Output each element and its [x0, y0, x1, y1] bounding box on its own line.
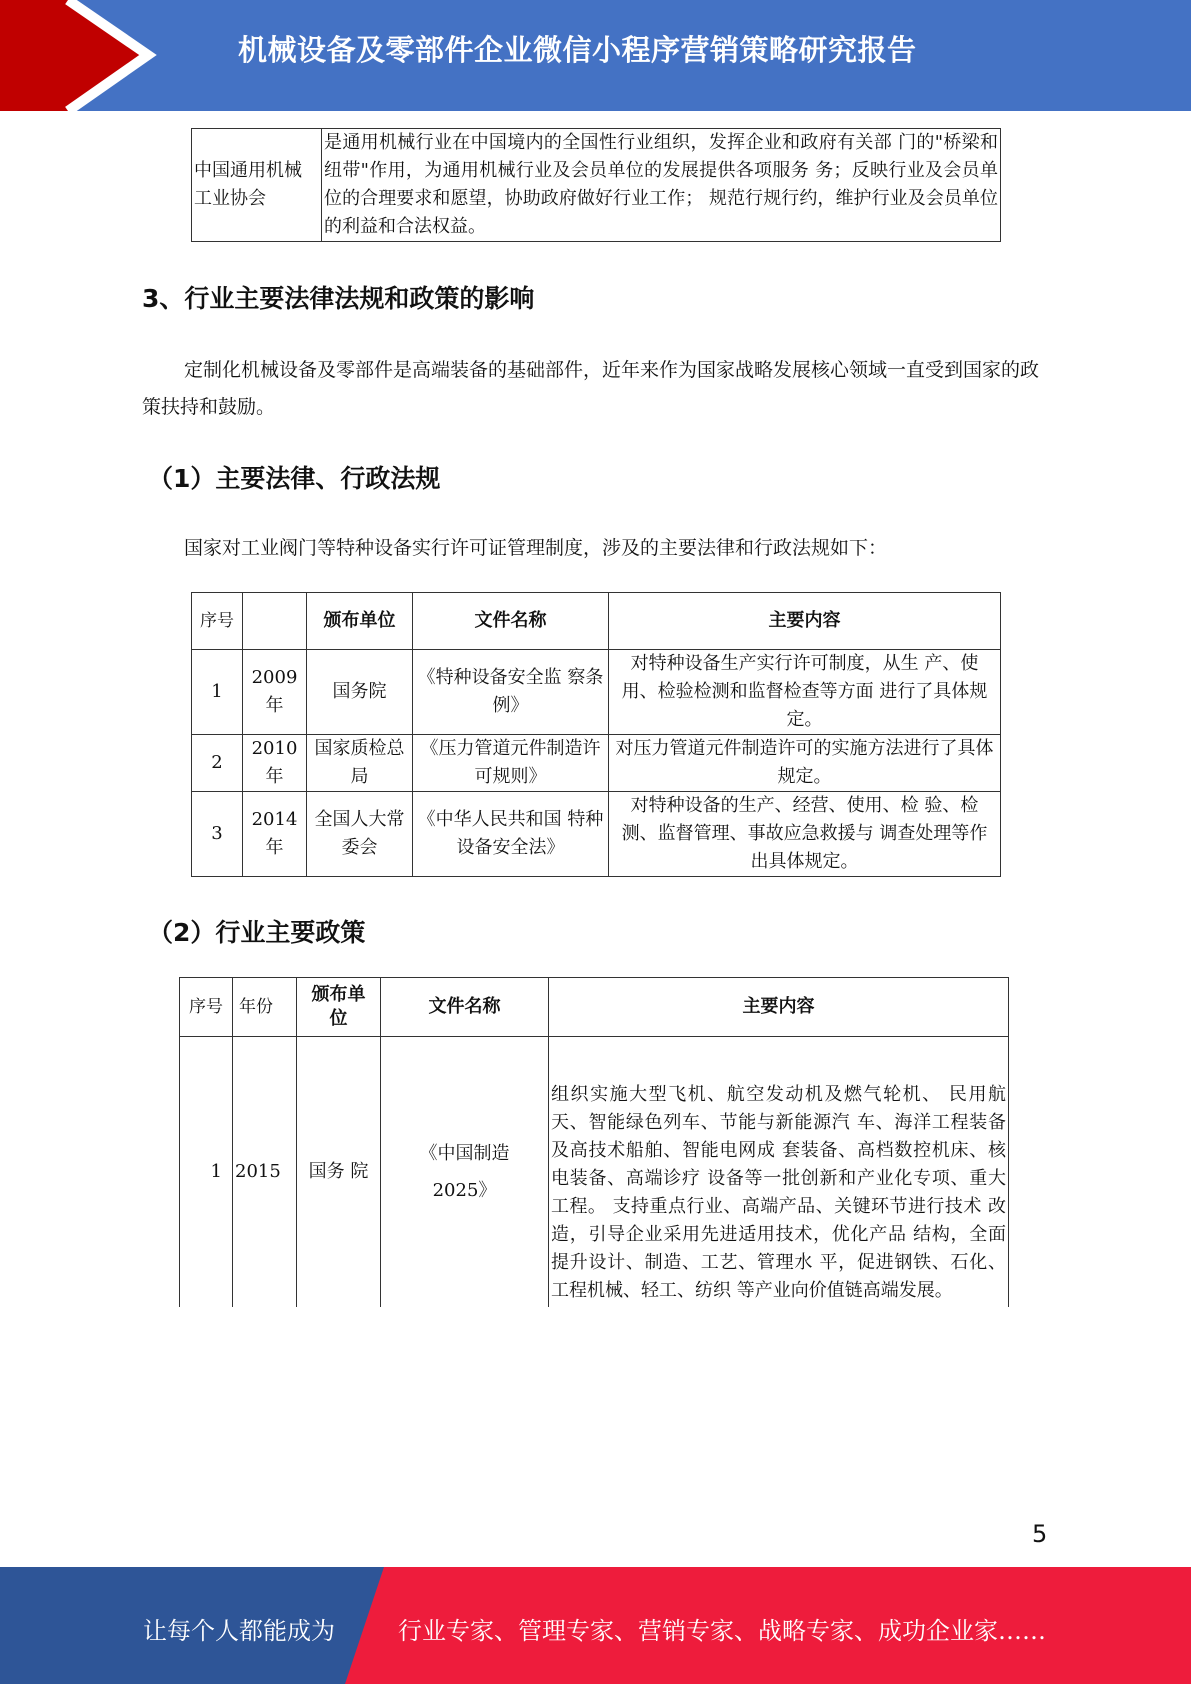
cell-unit: 国务 院 [297, 1037, 381, 1307]
cell-doc: 《特种设备安全监 察条例》 [413, 650, 609, 735]
cell-no: 3 [192, 792, 243, 877]
header-title: 机械设备及零部件企业微信小程序营销策略研究报告 [238, 33, 917, 67]
cell-doc: 《中华人民共和国 特种设备安全法》 [413, 792, 609, 877]
association-table [191, 128, 1001, 242]
header-cell-no: 序号 [180, 978, 233, 1037]
cell-unit: 全国人大常委会 [307, 792, 413, 877]
cell-content: 对特种设备的生产、经营、使用、检 验、检测、监督管理、事故应急救援与 调查处理等作出具体规定。 [609, 792, 1001, 877]
cell-year: 2010年 [243, 735, 307, 792]
section-title: 3、行业主要法律法规和政策的影响 [142, 284, 535, 313]
cell-doc: 《压力管道元件制造许可规则》 [413, 735, 609, 792]
header-cell-doc: 文件名称 [413, 593, 609, 650]
header-cell-year [243, 593, 307, 650]
table-row [192, 650, 1001, 735]
laws-table [191, 592, 1001, 877]
page-footer [0, 1567, 1191, 1684]
table-row [192, 735, 1001, 792]
association-name: 中国通用机械工业协会 [192, 129, 322, 242]
table-row [192, 129, 1001, 242]
cell-doc: 《中国制造2025》 [381, 1037, 549, 1307]
cell-content: 对特种设备生产实行许可制度，从生 产、使用、检验检测和监督检查等方面 进行了具体规定。 [609, 650, 1001, 735]
table-row [192, 792, 1001, 877]
subsection-title-policy: （2）行业主要政策 [148, 918, 366, 947]
policy-table [179, 977, 1009, 1307]
table-row [180, 1037, 1009, 1307]
table-header-row [192, 593, 1001, 650]
laws-intro-paragraph: 国家对工业阀门等特种设备实行许可证管理制度，涉及的主要法律和行政法规如下： [184, 537, 888, 559]
subsection-title-laws: （1）主要法律、行政法规 [148, 464, 441, 493]
header-cell-unit: 颁布单位 [297, 978, 381, 1037]
cell-year: 2015 [233, 1037, 297, 1307]
cell-no: 1 [192, 650, 243, 735]
header-cell-doc: 文件名称 [381, 978, 549, 1037]
header-cell-content: 主要内容 [609, 593, 1001, 650]
page-number: 5 [1032, 1520, 1048, 1548]
cell-year: 2014年 [243, 792, 307, 877]
footer-slogan-left: 让每个人都能成为 [143, 1617, 335, 1645]
association-description: 是通用机械行业在中国境内的全国性行业组织，发挥企业和政府有关部 门的"桥梁和纽带"作用，为通用机械行业及会员单位的发展提供各项服务 务；反映行业及会员单位的合理要求和愿望，协助政府做好行业工作； 规范行规行约，维护行业及会员单位的利益和合法权益。 [322, 129, 1001, 242]
footer-slogan-right: 行业专家、管理专家、营销专家、战略专家、成功企业家…… [398, 1617, 1046, 1645]
header-cell-unit: 颁布单位 [307, 593, 413, 650]
cell-content: 组织实施大型飞机、航空发动机及燃气轮机、 民用航天、智能绿色列车、节能与新能源汽 车、海洋工程装备及高技术船舶、智能电网成 套装备、高档数控机床、核电装备、高端诊疗 设备等一批创新和产业化专项、重大工程。 支持重点行业、高端产品、关键环节进行技术 改造，引导企业采用先进适用技术，优化产品 结构，全面提升设计、制造、工艺、管理水 平，促进钢铁、石化、工程机械、轻工、纺织 等产业向价值链高端发展。 [549, 1037, 1009, 1307]
cell-year: 2009年 [243, 650, 307, 735]
header-cell-content: 主要内容 [549, 978, 1009, 1037]
header-cell-no: 序号 [192, 593, 243, 650]
cell-content: 对压力管道元件制造许可的实施方法进行了具体规定。 [609, 735, 1001, 792]
table-header-row [180, 978, 1009, 1037]
header-cell-year: 年份 [233, 978, 297, 1037]
cell-unit: 国务院 [307, 650, 413, 735]
cell-no: 2 [192, 735, 243, 792]
page-header [0, 0, 1191, 111]
cell-unit: 国家质检总局 [307, 735, 413, 792]
cell-no: 1 [180, 1037, 233, 1307]
section-paragraph: 定制化机械设备及零部件是高端装备的基础部件，近年来作为国家战略发展核心领域一直受到国家的政策扶持和鼓励。 [142, 359, 1040, 418]
